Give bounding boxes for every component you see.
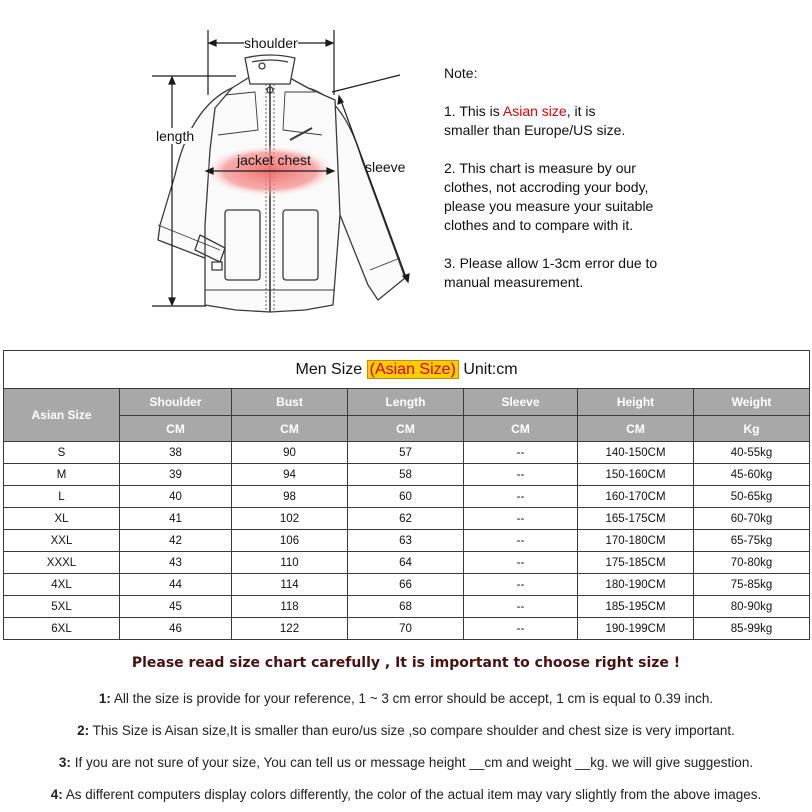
- note-item-3: [444, 254, 804, 292]
- note-item-1-suffix: , it is: [566, 103, 596, 119]
- table-row: [4, 552, 810, 574]
- footer-line-text: This Size is Aisan size,It is smaller than euro/us size ,so compare shoulder and chest size is very important.: [89, 723, 735, 738]
- note-item-1-text: 1. This is: [444, 103, 503, 119]
- table-cell: --: [464, 530, 578, 552]
- table-cell: 68: [348, 596, 464, 618]
- header-bust: Bust: [232, 389, 348, 416]
- note-heading: Note:: [444, 65, 478, 81]
- table-title-text: Men Size: [295, 360, 367, 378]
- table-title: [4, 351, 810, 389]
- table-cell: 75-85kg: [694, 574, 810, 596]
- table-row: [4, 574, 810, 596]
- footer-line-number: 2:: [77, 723, 90, 738]
- footer-line: [0, 753, 812, 785]
- table-cell: 180-190CM: [578, 574, 694, 596]
- table-cell: --: [464, 486, 578, 508]
- footer-line-text: As different computers display colors differently, the color of the actual item may vary slightly from the above images.: [62, 787, 762, 802]
- table-cell: 39: [120, 464, 232, 486]
- table-row: [4, 442, 810, 464]
- asian-size-highlight: Asian size: [502, 103, 567, 119]
- table-cell: 45: [120, 596, 232, 618]
- table-cell: --: [464, 552, 578, 574]
- table-row: [4, 596, 810, 618]
- size-cell: L: [4, 486, 120, 508]
- footer-line: [0, 785, 812, 812]
- table-cell: 50-65kg: [694, 486, 810, 508]
- size-cell: M: [4, 464, 120, 486]
- footer-heading: Please read size chart carefully , It is important to choose right size !: [131, 655, 681, 671]
- table-cell: 63: [348, 530, 464, 552]
- table-cell: 58: [348, 464, 464, 486]
- table-cell: 38: [120, 442, 232, 464]
- table-title-unit: Unit:cm: [458, 360, 518, 378]
- table-cell: 42: [120, 530, 232, 552]
- table-row: [4, 486, 810, 508]
- size-cell: XXXL: [4, 552, 120, 574]
- table-cell: 44: [120, 574, 232, 596]
- footer-line-number: 4:: [50, 787, 63, 802]
- table-cell: --: [464, 596, 578, 618]
- table-cell: 65-75kg: [694, 530, 810, 552]
- table-cell: 80-90kg: [694, 596, 810, 618]
- table-cell: 98: [232, 486, 348, 508]
- table-cell: 102: [232, 508, 348, 530]
- table-cell: --: [464, 508, 578, 530]
- table-cell: 41: [120, 508, 232, 530]
- size-table: [3, 350, 810, 640]
- footer-line-number: 3:: [58, 755, 71, 770]
- header-weight: Weight: [694, 389, 810, 416]
- note-item-3-line: 3. Please allow 1-3cm error due to: [444, 255, 658, 271]
- size-cell: 6XL: [4, 618, 120, 640]
- table-cell: 122: [232, 618, 348, 640]
- table-cell: 57: [348, 442, 464, 464]
- table-cell: --: [464, 442, 578, 464]
- size-cell: XL: [4, 508, 120, 530]
- unit-height: CM: [578, 416, 694, 442]
- length-label: length: [156, 128, 195, 144]
- footer-line: [0, 689, 812, 721]
- table-cell: 118: [232, 596, 348, 618]
- table-cell: 94: [232, 464, 348, 486]
- header-length: Length: [348, 389, 464, 416]
- unit-sleeve: CM: [464, 416, 578, 442]
- size-guide-footer: [0, 655, 812, 812]
- table-cell: 185-195CM: [578, 596, 694, 618]
- unit-weight: Kg: [694, 416, 810, 442]
- note-item-3-line: manual measurement.: [444, 274, 584, 290]
- jacket-chest-label: jacket chest: [237, 152, 311, 168]
- size-cell: 4XL: [4, 574, 120, 596]
- table-cell: 170-180CM: [578, 530, 694, 552]
- header-sleeve: Sleeve: [464, 389, 578, 416]
- table-cell: --: [464, 574, 578, 596]
- size-notes: [444, 64, 804, 311]
- table-cell: 45-60kg: [694, 464, 810, 486]
- table-cell: 70: [348, 618, 464, 640]
- footer-line-text: All the size is provide for your reference, 1 ~ 3 cm error should be accept, 1 cm is equal to 0.39 inch.: [110, 691, 714, 706]
- table-cell: 175-185CM: [578, 552, 694, 574]
- table-cell: 160-170CM: [578, 486, 694, 508]
- table-row: [4, 508, 810, 530]
- table-cell: 40-55kg: [694, 442, 810, 464]
- table-cell: 165-175CM: [578, 508, 694, 530]
- table-cell: 46: [120, 618, 232, 640]
- size-cell: XXL: [4, 530, 120, 552]
- table-cell: 140-150CM: [578, 442, 694, 464]
- asian-size-badge: (Asian Size): [367, 360, 459, 379]
- unit-length: CM: [348, 416, 464, 442]
- table-cell: 66: [348, 574, 464, 596]
- table-cell: 150-160CM: [578, 464, 694, 486]
- unit-shoulder: CM: [120, 416, 232, 442]
- table-cell: 43: [120, 552, 232, 574]
- footer-line-text: If you are not sure of your size, You can tell us or message height __cm and weight __kg. we will give suggestion.: [70, 755, 754, 770]
- table-cell: 85-99kg: [694, 618, 810, 640]
- table-cell: --: [464, 464, 578, 486]
- table-cell: 60: [348, 486, 464, 508]
- table-cell: 114: [232, 574, 348, 596]
- table-cell: 190-199CM: [578, 618, 694, 640]
- size-table-body: [4, 442, 810, 640]
- table-row: [4, 530, 810, 552]
- footer-line: [0, 721, 812, 753]
- note-item-2-line: clothes, not accroding your body,: [444, 179, 649, 195]
- unit-bust: CM: [232, 416, 348, 442]
- sleeve-label: sleeve: [365, 159, 406, 175]
- table-cell: 60-70kg: [694, 508, 810, 530]
- note-item-2-line: 2. This chart is measure by our: [444, 160, 636, 176]
- note-item-1: [444, 102, 804, 140]
- table-cell: 106: [232, 530, 348, 552]
- note-item-2: [444, 159, 804, 235]
- table-row: [4, 464, 810, 486]
- size-cell: 5XL: [4, 596, 120, 618]
- header-asian-size: Asian Size: [4, 389, 120, 442]
- note-item-2-line: please you measure your suitable: [444, 198, 654, 214]
- header-shoulder: Shoulder: [120, 389, 232, 416]
- shoulder-label: shoulder: [244, 35, 298, 51]
- table-cell: 110: [232, 552, 348, 574]
- header-height: Height: [578, 389, 694, 416]
- size-cell: S: [4, 442, 120, 464]
- table-cell: 90: [232, 442, 348, 464]
- note-item-2-line: clothes and to compare with it.: [444, 217, 634, 233]
- table-row: [4, 618, 810, 640]
- table-cell: 64: [348, 552, 464, 574]
- footer-line-number: 1:: [98, 691, 111, 706]
- table-cell: 70-80kg: [694, 552, 810, 574]
- table-cell: 40: [120, 486, 232, 508]
- table-cell: 62: [348, 508, 464, 530]
- table-cell: --: [464, 618, 578, 640]
- jacket-measurement-diagram: [0, 0, 812, 345]
- note-item-1-line2: smaller than Europe/US size.: [444, 122, 626, 138]
